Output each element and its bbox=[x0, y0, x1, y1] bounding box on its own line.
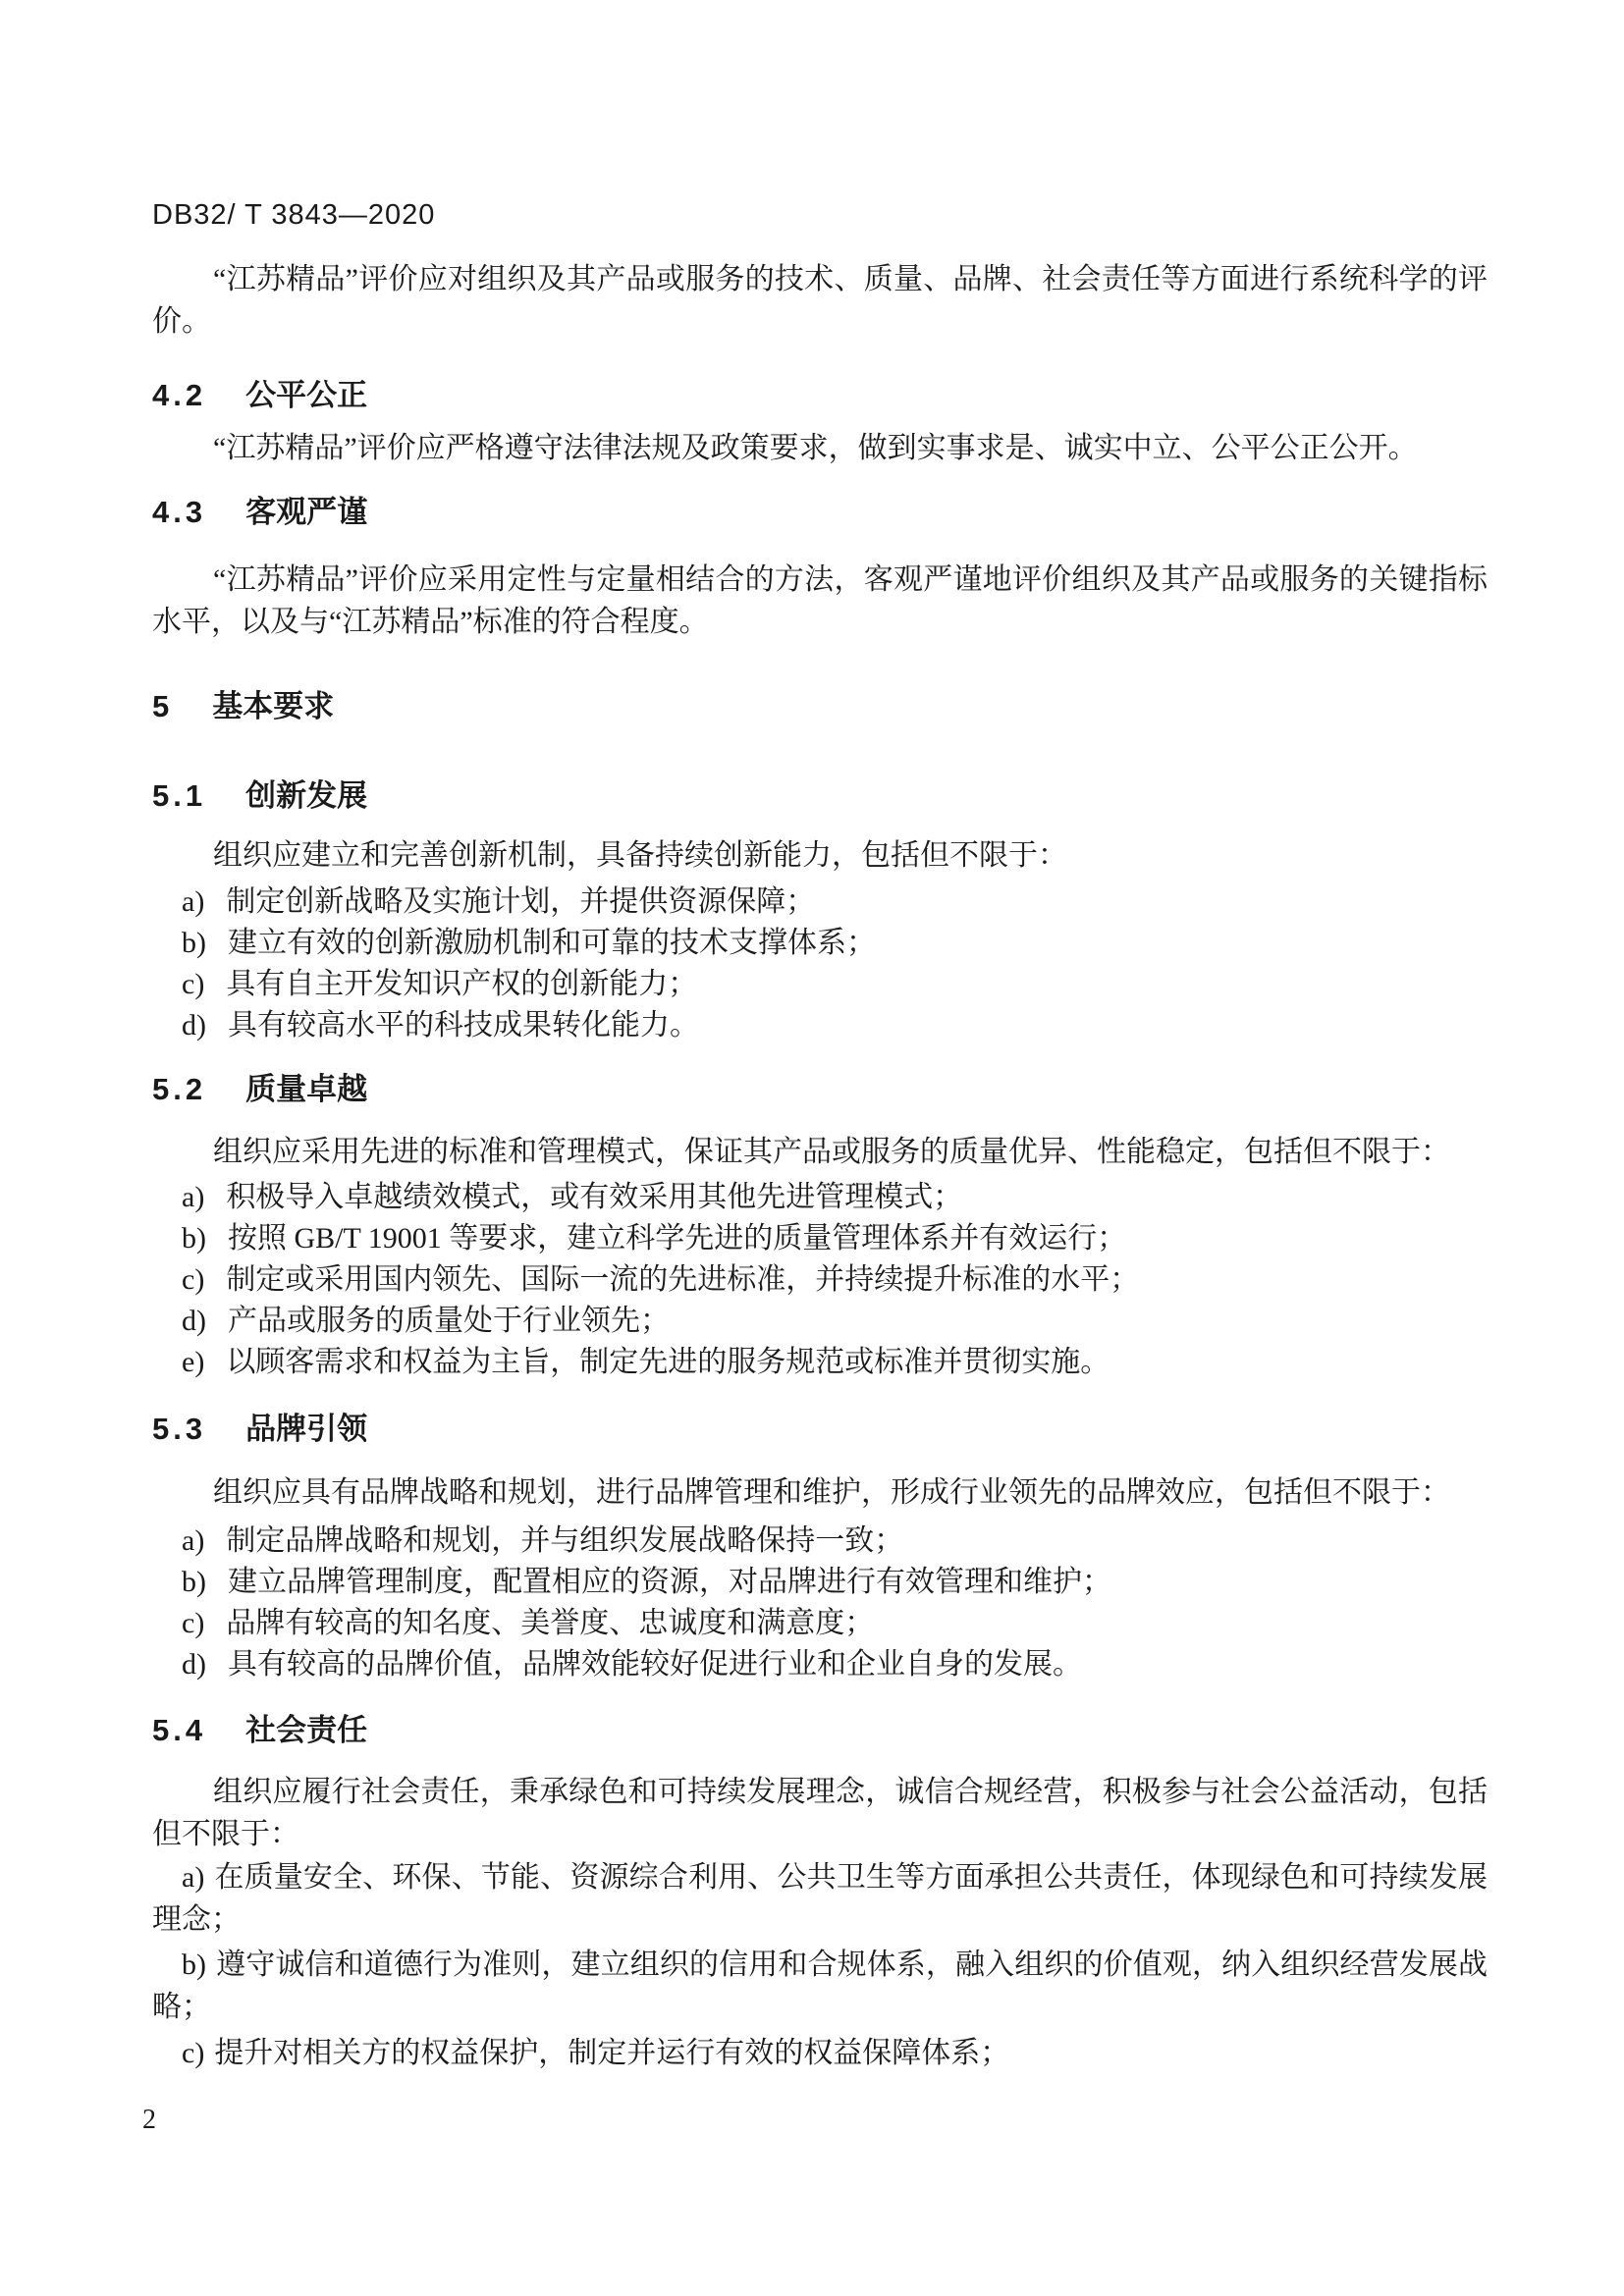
item-text: 具有自主开发知识产权的创新能力； bbox=[226, 968, 698, 1000]
list-item bbox=[152, 2032, 1488, 2074]
item-text: 按照 GB/T 19001 等要求，建立科学先进的质量管理体系并有效运行； bbox=[228, 1222, 1127, 1255]
item-label: a) bbox=[182, 1861, 205, 1894]
item-label: d) bbox=[182, 1009, 206, 1041]
list-5-3 bbox=[152, 1521, 1488, 1685]
item-label: c) bbox=[182, 968, 205, 1000]
list-item bbox=[152, 1562, 1488, 1603]
item-label: c) bbox=[182, 1263, 205, 1296]
section-title: 创新发展 bbox=[245, 778, 368, 813]
item-label: b) bbox=[182, 1566, 206, 1598]
section-heading-5-4 bbox=[152, 1709, 1488, 1751]
section-number: 4.2 bbox=[152, 378, 207, 412]
item-text: 建立品牌管理制度，配置相应的资源，对品牌进行有效管理和维护； bbox=[228, 1566, 1111, 1598]
document-code-header: DB32/ T 3843—2020 bbox=[152, 199, 436, 231]
intro-paragraph: “江苏精品”评价应对组织及其产品或服务的技术、质量、品牌、社会责任等方面进行系统科学的评价。 bbox=[152, 263, 1488, 338]
list-item bbox=[152, 1005, 1488, 1046]
item-text: 积极导入卓越绩效模式，或有效采用其他先进管理模式； bbox=[226, 1181, 963, 1213]
item-text: 具有较高的品牌价值，品牌效能较好促进行业和企业自身的发展。 bbox=[228, 1648, 1082, 1681]
section-title: 客观严谨 bbox=[245, 495, 368, 529]
list-item bbox=[152, 1644, 1488, 1685]
item-label: a) bbox=[182, 885, 205, 918]
list-5-1 bbox=[152, 881, 1488, 1046]
section-title: 质量卓越 bbox=[245, 1072, 368, 1106]
section-title: 社会责任 bbox=[245, 1713, 368, 1747]
item-label: a) bbox=[182, 1181, 205, 1213]
item-label: a) bbox=[182, 1524, 205, 1557]
item-text: 提升对相关方的权益保护，制定并运行有效的权益保障体系； bbox=[214, 2037, 1010, 2069]
section-title: 品牌引领 bbox=[245, 1412, 368, 1446]
chapter-heading-5 bbox=[152, 685, 1488, 727]
section-heading-5-3 bbox=[152, 1408, 1488, 1450]
section-paragraph-5-2: 组织应采用先进的标准和管理模式，保证其产品或服务的质量优异、性能稳定，包括但不限于： bbox=[213, 1136, 1450, 1168]
section-paragraph-5-1: 组织应建立和完善创新机制，具备持续创新能力，包括但不限于： bbox=[213, 839, 1067, 872]
section-paragraph-5-4: 组织应履行社会责任，秉承绿色和可持续发展理念，诚信合规经营，积极参与社会公益活动，包括但不限于： bbox=[152, 1776, 1488, 1850]
section-paragraph-4-3: “江苏精品”评价应采用定性与定量相结合的方法，客观严谨地评价组织及其产品或服务的关键指标水平，以及与“江苏精品”标准的符合程度。 bbox=[152, 563, 1488, 638]
item-text: 品牌有较高的知名度、美誉度、忠诚度和满意度； bbox=[226, 1607, 875, 1639]
section-heading-5-1 bbox=[152, 774, 1488, 817]
list-item bbox=[152, 923, 1488, 964]
section-number: 5 bbox=[152, 689, 174, 723]
item-text: 在质量安全、环保、节能、资源综合利用、公共卫生等方面承担公共责任，体现绿色和可持续发展理念； bbox=[152, 1861, 1488, 1936]
section-heading-4-2 bbox=[152, 374, 1488, 416]
list-item bbox=[152, 1603, 1488, 1644]
item-label: d) bbox=[182, 1305, 206, 1337]
item-text: 制定品牌战略和规划，并与组织发展战略保持一致； bbox=[226, 1524, 904, 1557]
section-paragraph-5-3: 组织应具有品牌战略和规划，进行品牌管理和维护，形成行业领先的品牌效应，包括但不限于： bbox=[213, 1476, 1450, 1509]
section-paragraph-4-2: “江苏精品”评价应严格遵守法律法规及政策要求，做到实事求是、诚实中立、公平公正公开。 bbox=[213, 432, 1418, 464]
item-label: e) bbox=[182, 1346, 205, 1378]
item-label: c) bbox=[182, 2037, 205, 2069]
item-text: 产品或服务的质量处于行业领先； bbox=[228, 1305, 670, 1337]
item-label: b) bbox=[182, 1949, 206, 1981]
list-5-2 bbox=[152, 1177, 1488, 1383]
item-label: d) bbox=[182, 1648, 206, 1681]
list-item bbox=[152, 1301, 1488, 1342]
item-label: b) bbox=[182, 927, 206, 959]
list-item bbox=[152, 1259, 1488, 1301]
item-label: b) bbox=[182, 1222, 206, 1255]
list-item bbox=[152, 964, 1488, 1005]
section-number: 5.2 bbox=[152, 1072, 207, 1106]
item-text: 建立有效的创新激励机制和可靠的技术支撑体系； bbox=[228, 927, 876, 959]
section-number: 5.1 bbox=[152, 778, 207, 813]
item-label: c) bbox=[182, 1607, 205, 1639]
section-title: 公平公正 bbox=[245, 378, 368, 412]
section-heading-4-3 bbox=[152, 491, 1488, 533]
item-text: 以顾客需求和权益为主旨，制定先进的服务规范或标准并贯彻实施。 bbox=[226, 1346, 1110, 1378]
list-item bbox=[152, 1218, 1488, 1259]
section-title: 基本要求 bbox=[212, 689, 335, 723]
list-item bbox=[152, 881, 1488, 923]
list-item bbox=[152, 1342, 1488, 1383]
item-text: 遵守诚信和道德行为准则，建立组织的信用和合规体系，融入组织的价值观，纳入组织经营发展战略； bbox=[152, 1949, 1488, 2023]
section-number: 4.3 bbox=[152, 495, 207, 529]
list-item bbox=[152, 1944, 1488, 2028]
item-text: 制定创新战略及实施计划，并提供资源保障； bbox=[226, 885, 816, 918]
section-number: 5.3 bbox=[152, 1412, 207, 1446]
list-item bbox=[152, 1177, 1488, 1218]
section-heading-5-2 bbox=[152, 1068, 1488, 1110]
list-item bbox=[152, 1856, 1488, 1941]
section-number: 5.4 bbox=[152, 1713, 207, 1747]
page-number: 2 bbox=[142, 2105, 156, 2135]
list-item bbox=[152, 1521, 1488, 1562]
item-text: 具有较高水平的科技成果转化能力。 bbox=[228, 1009, 699, 1041]
item-text: 制定或采用国内领先、国际一流的先进标准，并持续提升标准的水平； bbox=[226, 1263, 1140, 1296]
